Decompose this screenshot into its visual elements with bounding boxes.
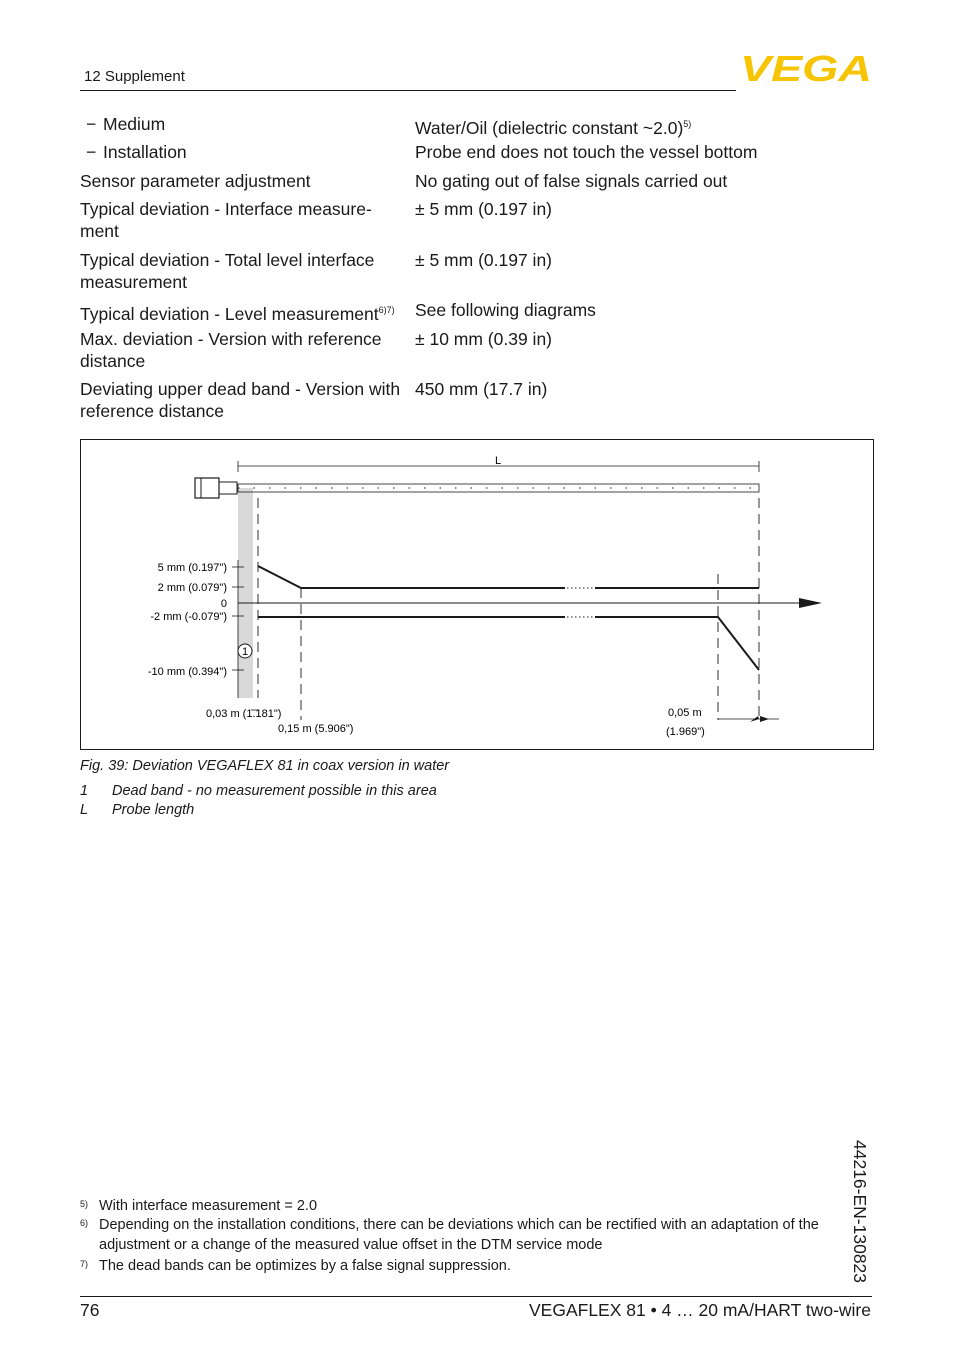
row-total-level-label: Typical deviation - Total level interface measurement [80, 250, 375, 292]
row-interface-label: Typical deviation - Interface measure- ment [80, 199, 372, 241]
row-medium-label: − Medium [86, 114, 166, 134]
row-dead-band-label: Deviating upper dead band - Version with reference distance [80, 379, 401, 421]
deviation-diagram [81, 440, 873, 749]
vega-logo [740, 52, 874, 84]
row-dead-band-value: 450 mm (17.7 in) [415, 379, 548, 399]
ytick-0: 0 [220, 598, 227, 610]
footnote-5: 5) With interface measurement = 2.0 [80, 1198, 318, 1214]
document-id: 44216-EN-130823 [850, 1140, 870, 1284]
figure-caption: Fig. 39: Deviation VEGAFLEX 81 in coax version in water [80, 758, 450, 774]
ytick-minus2mm: -2 mm (-0.079") [150, 611, 227, 623]
row-total-level-value: ± 5 mm (0.197 in) [415, 250, 553, 270]
dead-band-area [238, 488, 253, 698]
xtick-015: 0,15 m (5.906") [278, 723, 354, 735]
ytick-2mm: 2 mm (0.079") [157, 582, 227, 594]
product-name: VEGAFLEX 81 • 4 … 20 mA/HART two-wire [529, 1300, 871, 1320]
row-interface-value: ± 5 mm (0.197 in) [415, 199, 553, 219]
row-installation-value: Probe end does not touch the vessel bottom [415, 142, 758, 162]
row-level-value: See following diagrams [415, 300, 596, 320]
probe-length-label: L [494, 455, 502, 467]
row-sensor-param-value: No gating out of false signals carried out [415, 171, 728, 191]
legend-item-1: 1 Dead band - no measurement possible in this area [80, 783, 437, 799]
section-title: 12 Supplement [84, 68, 185, 85]
ytick-5mm: 5 mm (0.197") [157, 562, 227, 574]
arrow-icon [799, 598, 822, 608]
xtick-005-inch: (1.969") [666, 726, 705, 738]
marker-label: 1 [241, 646, 249, 658]
xtick-005: 0,05 m [668, 707, 702, 719]
dash: − [86, 142, 97, 162]
row-sensor-param-label: Sensor parameter adjustment [80, 171, 311, 191]
upper-deviation-curve [258, 566, 565, 588]
dash: − [86, 114, 97, 134]
row-installation-label: − Installation [86, 142, 187, 162]
logo-text: VEGA [740, 52, 872, 84]
row-max-dev-label: Max. deviation - Version with reference distance [80, 329, 382, 371]
footnote-6: 6) Depending on the installation conditions, there can be deviations which can be rectified with an adaptation of the adjustment or a change of the measured value offset in the DTM service mode [80, 1217, 819, 1253]
row-medium-value: Water/Oil (dielectric constant ~2.0)$^{5)}$ [415, 117, 692, 138]
row-max-dev-value: ± 10 mm (0.39 in) [415, 329, 553, 349]
probe-head [195, 478, 219, 498]
xtick-003: 0,03 m (1.181") [206, 708, 282, 720]
ytick-minus10mm: -10 mm (0.394") [147, 666, 227, 678]
page-number: 76 [80, 1300, 100, 1320]
row-level-label: Typical deviation - Level measurement$^{6)7)}$ [80, 303, 395, 324]
legend-item-l: L Probe length [80, 802, 195, 818]
figure-frame [80, 439, 874, 750]
footer-rule [80, 1296, 872, 1297]
footnote-7: 7) The dead bands can be optimizes by a false signal suppression. [80, 1258, 511, 1274]
header-rule [80, 90, 736, 91]
